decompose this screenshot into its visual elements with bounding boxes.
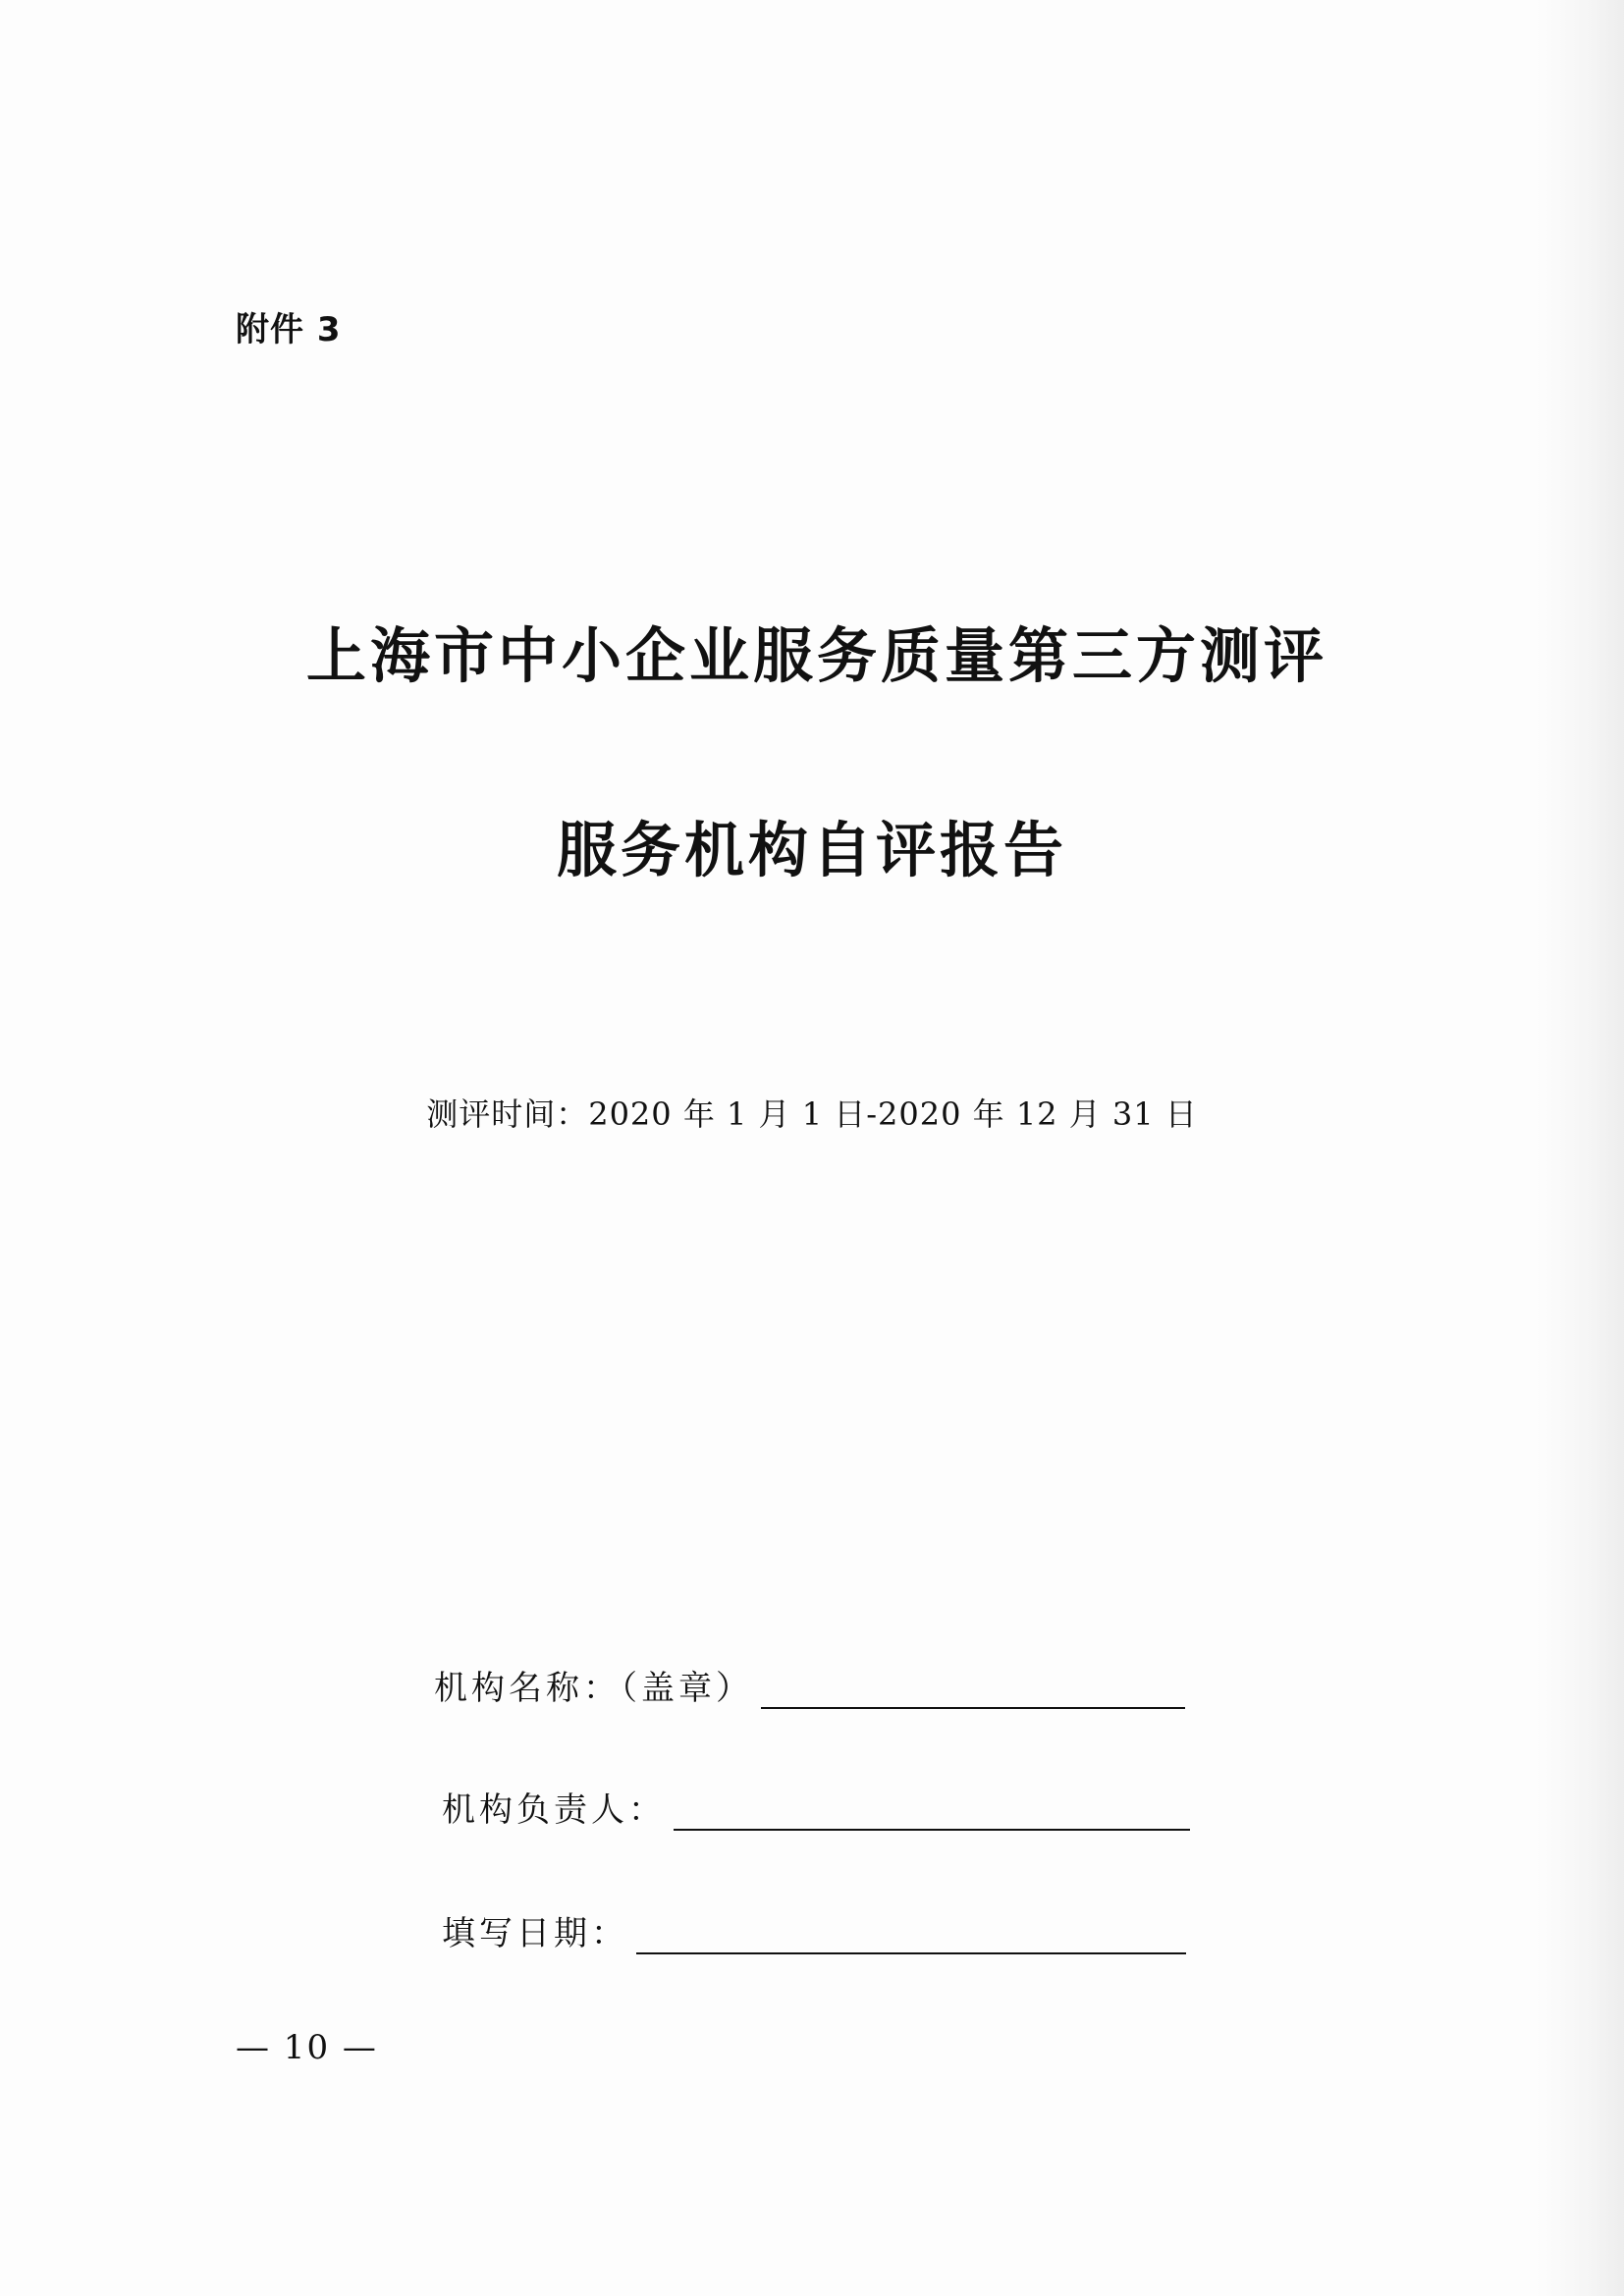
- fill-date-field: [442, 1906, 1186, 1954]
- fill-date-label: 填写日期：: [442, 1914, 628, 1953]
- org-name-field: [434, 1661, 1185, 1709]
- page-number: — 10 —: [236, 2028, 378, 2067]
- document-title-line-2: 服务机构自评报告: [556, 816, 1067, 885]
- attachment-label: 附件 3: [236, 310, 342, 349]
- org-name-label: 机构名称：（盖章）: [434, 1669, 753, 1708]
- scan-shadow: [1536, 0, 1624, 2296]
- document-title-line-1: 上海市中小企业服务质量第三方测评: [305, 621, 1327, 691]
- fill-date-blank-line: [636, 1917, 1186, 1954]
- org-name-blank-line: [761, 1672, 1185, 1709]
- org-head-label: 机构负责人：: [442, 1790, 666, 1830]
- org-head-blank-line: [674, 1793, 1190, 1831]
- evaluation-period: 测评时间：2020 年 1 月 1 日-2020 年 12 月 31 日: [426, 1095, 1198, 1133]
- org-head-field: [442, 1783, 1190, 1831]
